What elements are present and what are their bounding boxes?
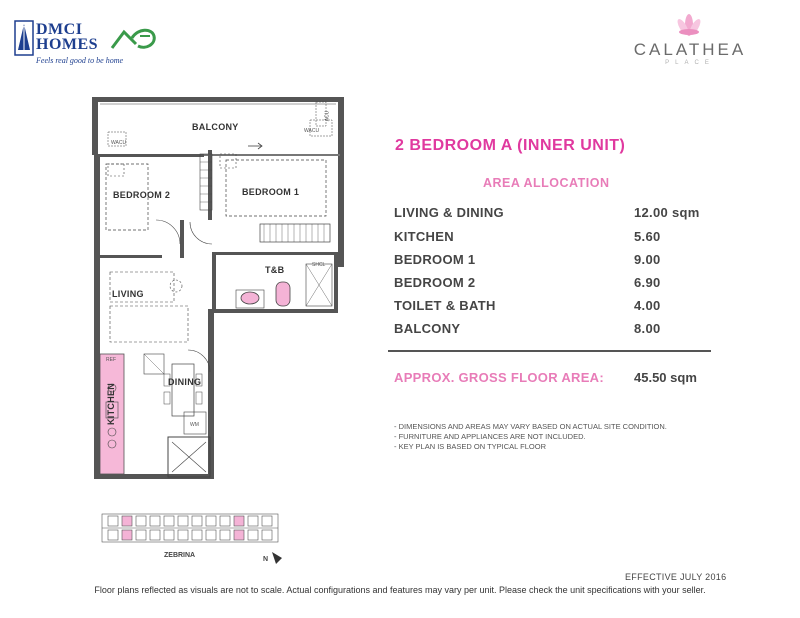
key-plan-label: ZEBRINA — [164, 552, 196, 559]
area-label: BALCONY — [394, 321, 461, 336]
label-wacu-bedroom2: WACU — [111, 140, 127, 146]
area-label: BEDROOM 2 — [394, 275, 476, 290]
area-allocation-title: AREA ALLOCATION — [483, 176, 610, 190]
area-row — [394, 321, 714, 341]
label-balcony: BALCONY — [192, 122, 239, 132]
area-row — [394, 275, 714, 295]
effective-date: EFFECTIVE JULY 2016 — [625, 572, 727, 582]
north-label: N — [263, 556, 269, 563]
area-value: 4.00 — [634, 298, 661, 313]
project-name: CALATHEA — [633, 40, 747, 59]
notes — [394, 422, 667, 452]
area-value: 5.60 — [634, 229, 661, 244]
area-label: KITCHEN — [394, 229, 454, 244]
note-line: - KEY PLAN IS BASED ON TYPICAL FLOOR — [394, 442, 546, 451]
label-wm: WM — [190, 422, 199, 428]
area-label: BEDROOM 1 — [394, 252, 476, 267]
north-arrow-icon — [270, 550, 284, 566]
label-tb: T&B — [265, 265, 285, 275]
area-value: 12.00 sqm — [634, 205, 700, 220]
area-label: TOILET & BATH — [394, 298, 496, 313]
area-value: 6.90 — [634, 275, 661, 290]
area-value: 8.00 — [634, 321, 661, 336]
area-value: 9.00 — [634, 252, 661, 267]
label-living: LIVING — [112, 289, 144, 299]
area-row — [394, 205, 714, 225]
lotus-flower-icon — [674, 12, 704, 38]
note-line: - DIMENSIONS AND AREAS MAY VARY BASED ON ACTUAL SITE CONDITION. — [394, 422, 667, 431]
area-row — [394, 298, 714, 318]
key-plan — [100, 508, 280, 548]
label-shcl: SHCL — [312, 262, 326, 268]
label-ref: REF — [106, 357, 116, 363]
label-kitchen: KITCHEN — [106, 382, 116, 425]
label-bedroom-2: BEDROOM 2 — [113, 190, 171, 200]
dmci-homes-logo — [14, 18, 164, 70]
divider — [388, 350, 711, 352]
calathea-place-logo — [630, 12, 750, 72]
area-label: LIVING & DINING — [394, 205, 504, 220]
label-acu: ACU — [324, 110, 331, 122]
unit-title: 2 BEDROOM A (INNER UNIT) — [395, 137, 626, 154]
house-swoosh-icon — [110, 24, 158, 52]
footer-disclaimer: Floor plans reflected as visuals are not to scale. Actual configurations and features may vary per unit. Please check the unit specifications with your seller. — [94, 585, 706, 595]
project-sub: PLACE — [665, 60, 715, 66]
developer-tagline: Feels real good to be home — [36, 56, 124, 65]
note-line: - FURNITURE AND APPLIANCES ARE NOT INCLUDED. — [394, 432, 586, 441]
area-row — [394, 252, 714, 272]
area-row — [394, 229, 714, 249]
developer-name: DMCI HOMES — [36, 21, 99, 53]
label-bedroom-1: BEDROOM 1 — [242, 187, 300, 197]
dmci-emblem-icon — [14, 20, 34, 56]
label-wacu-bedroom1: WACU — [304, 128, 320, 134]
gross-area-value: 45.50 sqm — [634, 370, 697, 385]
gross-area-label: APPROX. GROSS FLOOR AREA: — [394, 370, 604, 385]
label-dining: DINING — [168, 377, 202, 387]
